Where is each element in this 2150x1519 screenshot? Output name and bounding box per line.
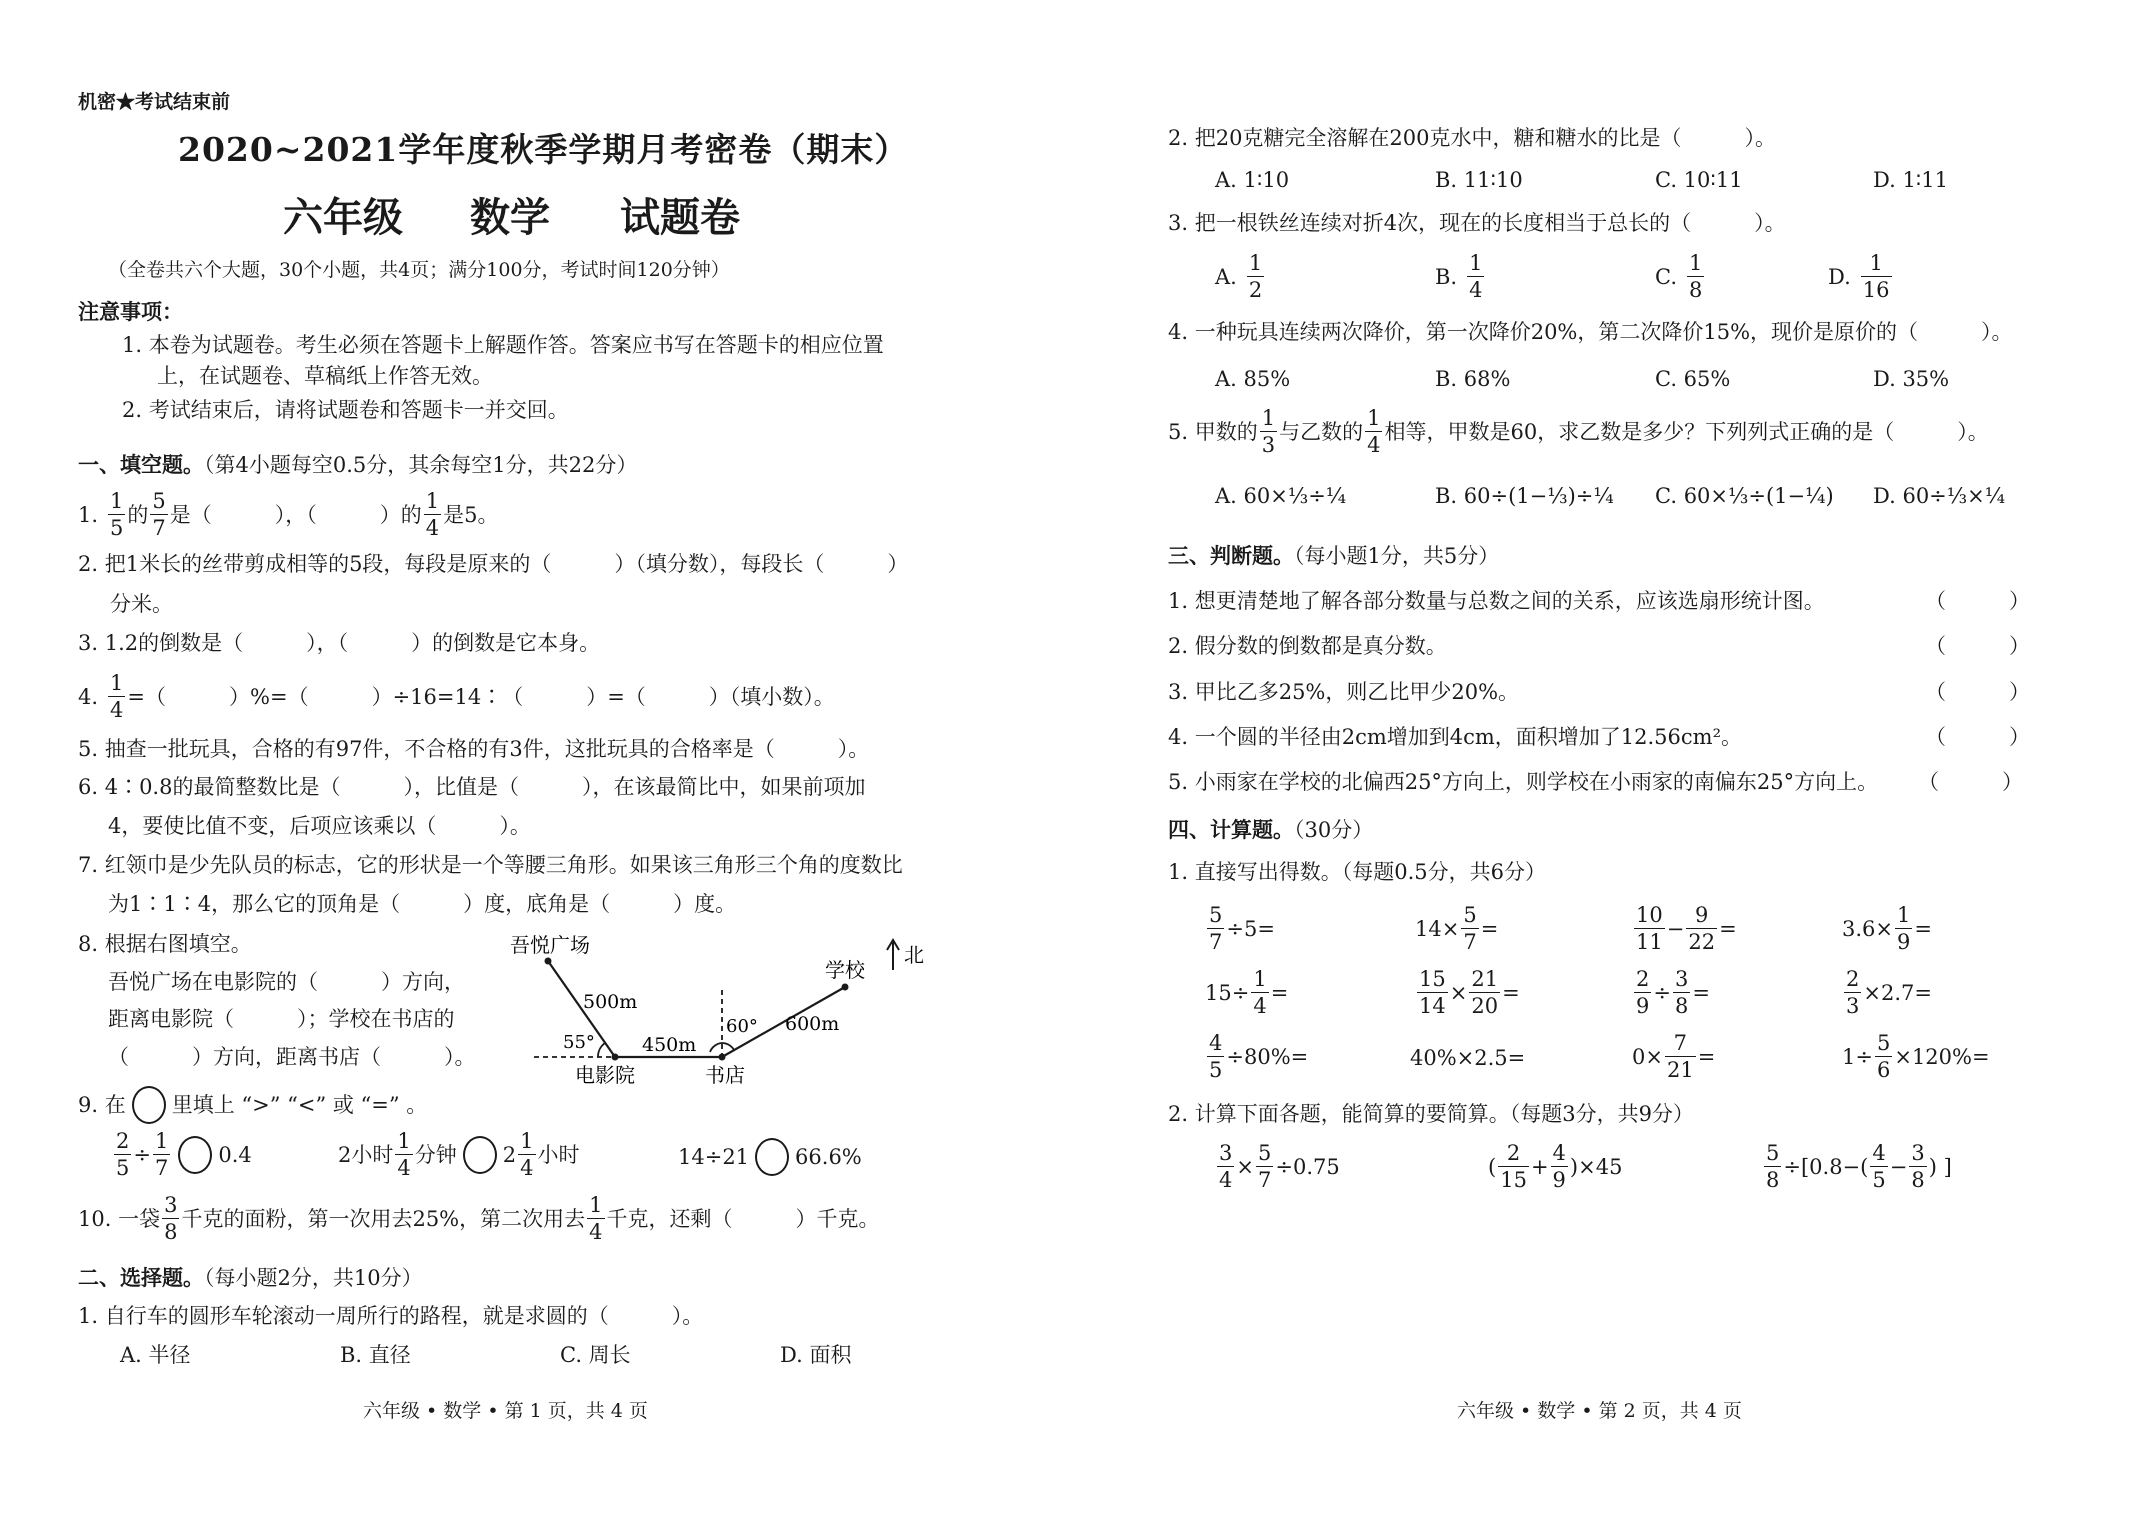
choice-question-4: 4. 一种玩具连续两次降价，第一次降价20%，第二次降价15%，现价是原价的（ ）。 bbox=[1168, 320, 2013, 344]
choice-4-option-b[interactable]: B. 68% bbox=[1435, 367, 1511, 391]
choice-2-option-b[interactable]: B. 11∶10 bbox=[1435, 168, 1523, 192]
section-4-header: 四、计算题。（30分） bbox=[1168, 817, 1374, 842]
compare-c: 14÷21 66.6% bbox=[678, 1138, 862, 1176]
fill-question-6-line-2: 4，要使比值不变，后项应该乘以（ ）。 bbox=[108, 814, 531, 838]
choice-4-option-d[interactable]: D. 35% bbox=[1873, 367, 1950, 391]
calc-1-1: $\frac{5}{7}$ ÷5= bbox=[1209, 903, 1275, 954]
fill-question-4: 4. $\frac{1}{4}$ =（ ）%=（ ）÷16=14∶（ ）=（ ）（填小数）。 bbox=[78, 671, 835, 722]
section-1-heading: 一、填空题。 bbox=[78, 452, 204, 477]
distance-600m: 600m bbox=[785, 1013, 840, 1035]
choice-1-option-a[interactable]: A. 半径 bbox=[120, 1343, 191, 1367]
angle-55: 55° bbox=[563, 1032, 595, 1053]
judge-answer-3[interactable]: （ ） bbox=[1925, 680, 2030, 704]
subtitle-type: 试题卷 bbox=[620, 194, 740, 241]
cinema-label: 电影院 bbox=[575, 1063, 635, 1087]
fill-question-7-line-1: 7. 红领巾是少先队员的标志，它的形状是一个等腰三角形。如果该三角形三个角的度数比 bbox=[78, 853, 903, 877]
choice-5-option-a[interactable]: A. 60×⅓÷¼ bbox=[1215, 484, 1347, 508]
choice-3-option-b[interactable]: B. $\frac{1}{4}$ bbox=[1435, 251, 1483, 302]
calc-1-2: 14× $\frac{5}{7}$ = bbox=[1415, 903, 1499, 954]
choice-4-option-a[interactable]: A. 85% bbox=[1215, 367, 1291, 391]
calc-2-2: $\frac{15}{14}$ × $\frac{21}{20}$ = bbox=[1419, 967, 1520, 1018]
compare-circle-c[interactable] bbox=[755, 1138, 789, 1176]
north-label: 北 bbox=[904, 943, 924, 967]
exam-title: 2020~2021学年度秋季学期月考密卷（期末） bbox=[178, 130, 909, 169]
judge-answer-5[interactable]: （ ） bbox=[1918, 770, 2023, 794]
calc-1-3: $\frac{10}{11}$ − $\frac{9}{22}$ = bbox=[1636, 903, 1737, 954]
fraction: $\frac{1}{5}$ bbox=[110, 489, 124, 540]
choice-question-5: 5. 甲数的 $\frac{1}{3}$ 与乙数的 $\frac{1}{4}$ 相等，甲数是60，求乙数是多少？下列列式正确的是（ ）。 bbox=[1168, 406, 1989, 457]
section-1-header bbox=[78, 449, 637, 479]
circle-blank-icon bbox=[132, 1086, 166, 1124]
choice-5-option-d[interactable]: D. 60÷⅓×¼ bbox=[1873, 484, 2006, 508]
fill-question-1: 1. $\frac{1}{5}$ 的 $\frac{5}{7}$ 是（ ），（ ）的 $\frac{1}{4}$ 是5。 bbox=[78, 489, 499, 540]
fill-question-2-line-1: 2. 把1米长的丝带剪成相等的5段，每段是原来的（ ）（填分数），每段长（ ） bbox=[78, 552, 909, 576]
page-2-footer: 六年级 • 数学 • 第 2 页，共 4 页 bbox=[1457, 1400, 1742, 1422]
section-2-header: 二、选择题。（每小题2分，共10分） bbox=[78, 1265, 423, 1290]
fraction: $\frac{5}{7}$ bbox=[152, 489, 166, 540]
calc-q1-title: 1. 直接写出得数。（每题0.5分，共6分） bbox=[1168, 860, 1546, 884]
judge-answer-4[interactable]: （ ） bbox=[1925, 725, 2030, 749]
plaza-point bbox=[545, 958, 552, 965]
compare-a: $\frac{2}{5}$ ÷ $\frac{1}{7}$ 0.4 bbox=[116, 1129, 252, 1180]
confidential-label: 机密★考试结束前 bbox=[78, 91, 231, 113]
choice-question-3: 3. 把一根铁丝连续对折4次，现在的长度相当于总长的（ ）。 bbox=[1168, 211, 1786, 235]
fill-question-2-line-2: 分米。 bbox=[110, 592, 173, 616]
fill-question-3: 3. 1.2的倒数是（ ），（ ）的倒数是它本身。 bbox=[78, 631, 601, 655]
fill-question-8-line-1: 8. 根据右图填空。 bbox=[78, 932, 252, 956]
judge-item-4: 4. 一个圆的半径由2cm增加到4cm，面积增加了12.56cm²。 bbox=[1168, 725, 1742, 749]
judge-item-5: 5. 小雨家在学校的北偏西25°方向上，则学校在小雨家的南偏东25°方向上。 bbox=[1168, 770, 1879, 794]
calc-q2-title: 2. 计算下面各题，能简算的要简算。（每题3分，共9分） bbox=[1168, 1102, 1694, 1126]
calc-1-4: 3.6× $\frac{1}{9}$ = bbox=[1842, 903, 1932, 954]
judge-item-2: 2. 假分数的倒数都是真分数。 bbox=[1168, 634, 1447, 658]
choice-3-option-d[interactable]: D. $\frac{1}{16}$ bbox=[1828, 251, 1890, 302]
choice-3-option-c[interactable]: C. $\frac{1}{8}$ bbox=[1655, 251, 1703, 302]
choice-5-option-b[interactable]: B. 60÷(1−⅓)÷¼ bbox=[1435, 484, 1614, 508]
judge-item-3: 3. 甲比乙多25%，则乙比甲少20%。 bbox=[1168, 680, 1520, 704]
section-3-header: 三、判断题。（每小题1分，共5分） bbox=[1168, 543, 1500, 568]
calc-3-3: 0× $\frac{7}{21}$ = bbox=[1632, 1031, 1716, 1082]
choice-4-option-c[interactable]: C. 65% bbox=[1655, 367, 1731, 391]
choice-1-option-c[interactable]: C. 周长 bbox=[560, 1343, 631, 1367]
fill-question-10: 10. 一袋 $\frac{3}{8}$ 千克的面粉，第一次用去25%，第二次用去 $\frac{1}{4}$ 千克，还剩（ ）千克。 bbox=[78, 1193, 880, 1244]
judge-answer-2[interactable]: （ ） bbox=[1925, 634, 2030, 658]
bookstore-label: 书店 bbox=[705, 1063, 745, 1087]
notice-heading: 注意事项： bbox=[78, 299, 183, 324]
question-number: 1. bbox=[78, 502, 99, 527]
calc-2-3: $\frac{2}{9}$ ÷ $\frac{3}{8}$ = bbox=[1636, 967, 1710, 1018]
exam-info: （全卷共六个大题，30个小题，共4页；满分100分，考试时间120分钟） bbox=[108, 259, 730, 281]
notice-item-1-line-2: 上，在试题卷、草稿纸上作答无效。 bbox=[157, 364, 493, 388]
direction-diagram bbox=[500, 930, 950, 1090]
section-1-note: （第4小题每空0.5分，其余每空1分，共22分） bbox=[204, 453, 638, 477]
choice-3-option-a[interactable]: A. $\frac{1}{2}$ bbox=[1215, 251, 1263, 302]
choice-1-option-d[interactable]: D. 面积 bbox=[780, 1343, 852, 1367]
choice-question-1: 1. 自行车的圆形车轮滚动一周所行的路程，就是求圆的（ ）。 bbox=[78, 1304, 704, 1328]
choice-2-option-a[interactable]: A. 1∶10 bbox=[1215, 168, 1290, 192]
judge-item-1: 1. 想更清楚地了解各部分数量与总数之间的关系，应该选扇形统计图。 bbox=[1168, 589, 1825, 613]
calc-simplify-2: ( $\frac{2}{15}$ + $\frac{4}{9}$ )×45 bbox=[1488, 1141, 1623, 1192]
fill-question-6-line-1: 6. 4∶0.8的最简整数比是（ ），比值是（ ），在该最简比中，如果前项加 bbox=[78, 775, 866, 799]
calc-simplify-1: $\frac{3}{4}$ × $\frac{5}{7}$ ÷0.75 bbox=[1219, 1141, 1340, 1192]
fill-question-8-line-2: 吾悦广场在电影院的（ ）方向， bbox=[108, 970, 465, 994]
calc-3-2: 40%×2.5= bbox=[1410, 1046, 1526, 1070]
school-label: 学校 bbox=[825, 958, 865, 982]
fill-question-7-line-2: 为1∶1∶4，那么它的顶角是（ ）度，底角是（ ）度。 bbox=[108, 892, 737, 916]
bookstore-point bbox=[719, 1054, 726, 1061]
angle-60: 60° bbox=[726, 1016, 758, 1037]
fill-question-8-line-4: （ ）方向，距离书店（ ）。 bbox=[108, 1045, 476, 1069]
choice-2-option-d[interactable]: D. 1∶11 bbox=[1873, 168, 1948, 192]
choice-2-option-c[interactable]: C. 10∶11 bbox=[1655, 168, 1743, 192]
subtitle-subject: 数学 bbox=[470, 194, 550, 241]
subtitle-grade: 六年级 bbox=[283, 194, 403, 241]
plaza-label: 吾悦广场 bbox=[510, 933, 590, 957]
calc-2-4: $\frac{2}{3}$ ×2.7= bbox=[1846, 967, 1932, 1018]
fill-question-5: 5. 抽查一批玩具，合格的有97件，不合格的有3件，这批玩具的合格率是（ ）。 bbox=[78, 737, 870, 761]
notice-item-2: 2. 考试结束后，请将试题卷和答题卡一并交回。 bbox=[122, 398, 569, 422]
compare-circle-a[interactable] bbox=[178, 1136, 212, 1174]
school-point bbox=[842, 984, 849, 991]
compare-b: 2小时 $\frac{1}{4}$ 分钟 2 $\frac{1}{4}$ 小时 bbox=[338, 1129, 580, 1180]
choice-1-option-b[interactable]: B. 直径 bbox=[340, 1343, 411, 1367]
calc-3-4: 1÷ $\frac{5}{6}$ ×120%= bbox=[1842, 1031, 1990, 1082]
judge-answer-1[interactable]: （ ） bbox=[1925, 589, 2030, 613]
fraction: $\frac{1}{4}$ bbox=[110, 671, 124, 722]
fraction: $\frac{1}{4}$ bbox=[425, 489, 440, 540]
distance-450m: 450m bbox=[642, 1034, 697, 1056]
choice-5-option-c[interactable]: C. 60×⅓÷(1−¼) bbox=[1655, 484, 1834, 508]
calc-simplify-3: $\frac{5}{8}$ ÷[0.8−( $\frac{4}{5}$ − $\frac{3}{8}$ ) ] bbox=[1766, 1141, 1952, 1192]
choice-question-2: 2. 把20克糖完全溶解在200克水中，糖和糖水的比是（ ）。 bbox=[1168, 126, 1777, 150]
cinema-point bbox=[612, 1054, 619, 1061]
notice-item-1-line-1: 1. 本卷为试题卷。考生必须在答题卡上解题作答。答案应书写在答题卡的相应位置 bbox=[122, 333, 884, 357]
fill-question-8-line-3: 距离电影院（ ）；学校在书店的 bbox=[108, 1007, 455, 1031]
fill-question-9: 9. 在 里填上 “>” “<” 或 “=” 。 bbox=[78, 1086, 427, 1124]
distance-500m: 500m bbox=[583, 991, 638, 1013]
calc-3-1: $\frac{4}{5}$ ÷80%= bbox=[1209, 1031, 1309, 1082]
compare-circle-b[interactable] bbox=[463, 1136, 497, 1174]
calc-2-1: 15÷ $\frac{1}{4}$ = bbox=[1205, 967, 1289, 1018]
page-1-footer: 六年级 • 数学 • 第 1 页，共 4 页 bbox=[363, 1400, 648, 1422]
